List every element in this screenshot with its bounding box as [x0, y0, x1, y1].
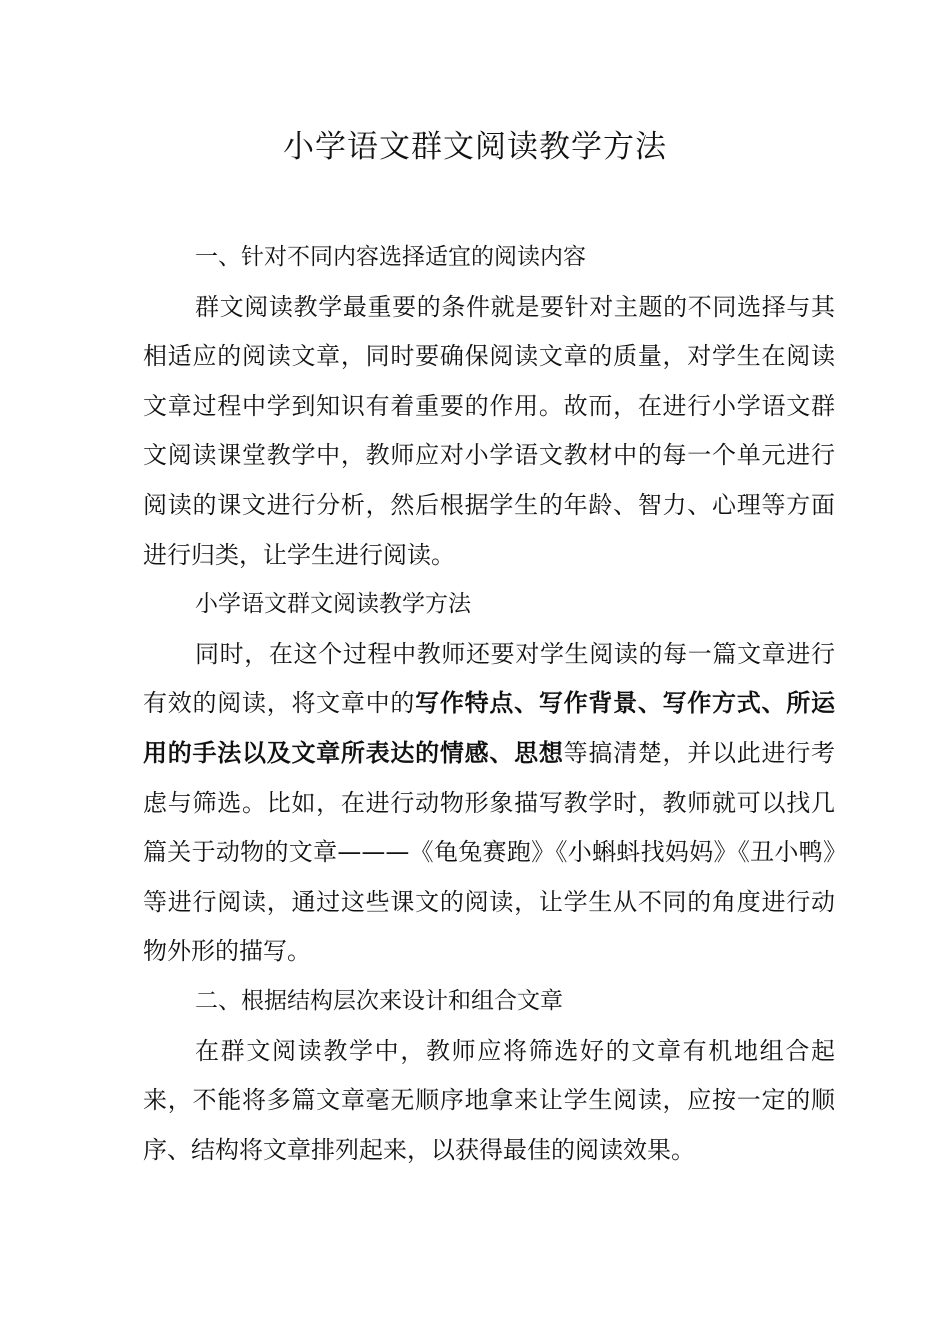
section-heading-1: 一、针对不同内容选择适宜的阅读内容: [195, 244, 586, 270]
paragraph-2-before: 同时，在这个过程中教师还要对学生阅读的每一篇文章进行有效的阅读，将文章中的: [143, 639, 835, 718]
paragraph-2-bold: 写作特点、写作背景、写作方式、所运用的手法以及文章所表达的情感、思想: [143, 689, 836, 767]
title-text: 小学语文群文阅读教学方法: [283, 129, 667, 165]
section-paragraph-2: 在群文阅读教学中，教师应将筛选好的文章有机地组合起来，不能将多篇文章毫无顺序地拿来让学生阅读，应按一定的顺序、结构将文章排列起来，以获得最佳的阅读效果。: [143, 1036, 835, 1164]
document-title: [0, 124, 950, 170]
paragraph-2: [143, 630, 835, 977]
subheading: 小学语文群文阅读教学方法: [195, 591, 471, 618]
section-heading-2: 二、根据结构层次来设计和组合文章: [195, 987, 563, 1014]
section-paragraph-1: 群文阅读教学最重要的条件就是要针对主题的不同选择与其相适应的阅读文章，同时要确保阅读文章的质量，对学生在阅读文章过程中学到知识有着重要的作用。故而，在进行小学语文群文阅读课堂教学中，教师应对小学语文教材中的每一个单元进行阅读的课文进行分析，然后根据学生的年龄、智力、心理等方面进行归类，让学生进行阅读。: [143, 292, 835, 569]
document-body: [143, 233, 835, 1175]
paragraph-2-after: 等搞清楚，并以此进行考虑与筛选。比如，在进行动物形象描写教学时，教师就可以找几篇关于动物的文章———《龟兔赛跑》《小蝌蚪找妈妈》《丑小鸭》等进行阅读，通过这些课文的阅读，让学生从不同的角度进行动物外形的描写。: [143, 738, 836, 966]
